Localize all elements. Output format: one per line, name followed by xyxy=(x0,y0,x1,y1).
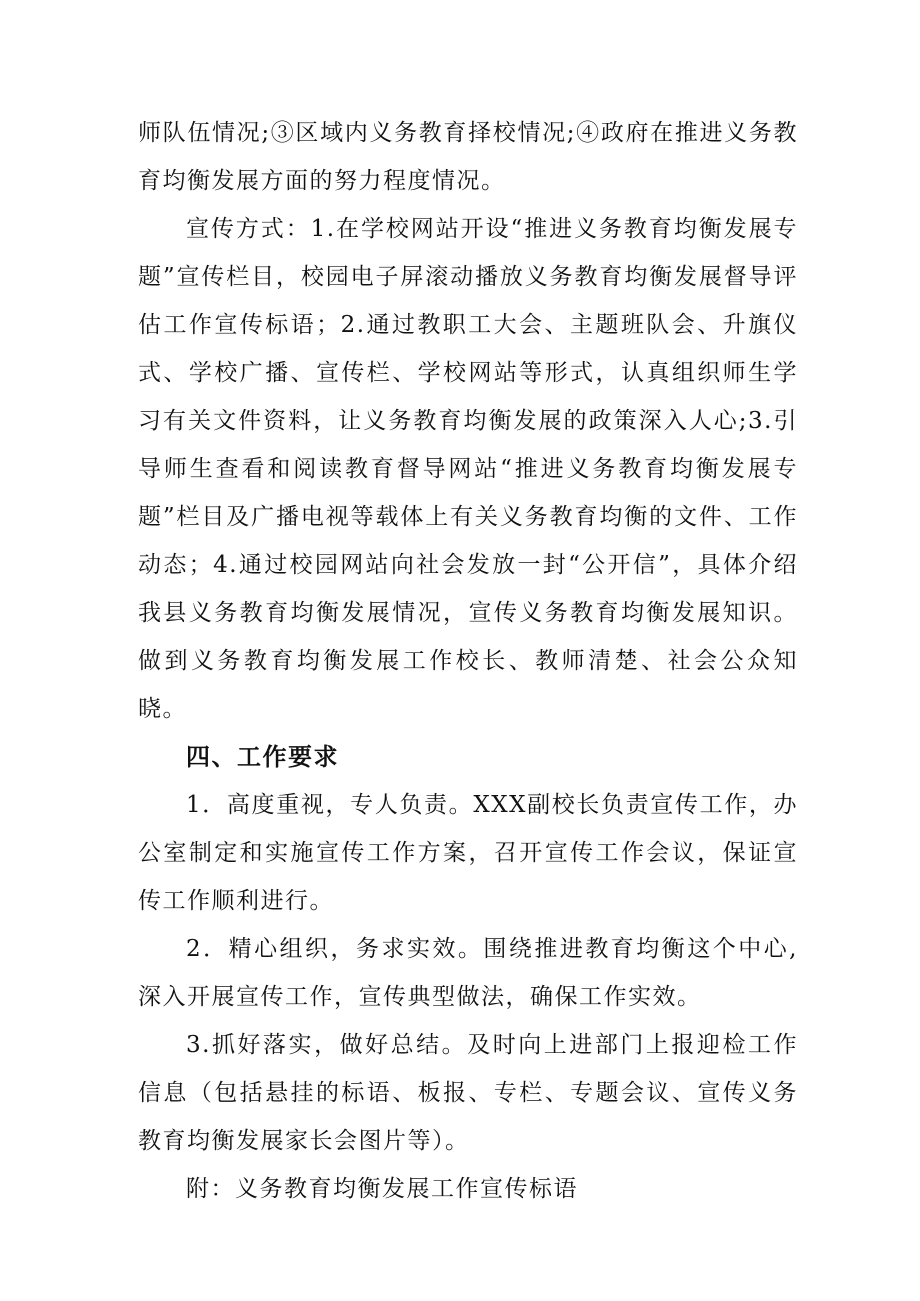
paragraph-publicity-methods: 宣传方式：1.在学校网站开设“推进义务教育均衡发展专题”宣传栏目，校园电子屏滚动播放义务教育均衡发展督导评估工作宣传标语；2.通过教职工大会、主题班队会、升旗仪式、学校广播、宣传栏、学校网站等形式，认真组织师生学习有关文件资料，让义务教育均衡发展的政策深入人心;3.引导师生查看和阅读教育督导网站“推进义务教育均衡发展专题”栏目及广播电视等载体上有关义务教育均衡的文件、工作动态；4.通过校园网站向社会发放一封“公开信”，具体介绍我县义务教育均衡发展情况，宣传义务教育均衡发展知识。做到义务教育均衡发展工作校长、教师清楚、社会公众知晓。 xyxy=(138,216,798,722)
document-body xyxy=(138,109,798,1213)
attachment-note: 附：义务教育均衡发展工作宣传标语 xyxy=(186,1176,578,1202)
requirement-item-3: 3.抓好落实，做好总结。及时向上进部门上报迎检工作信息（包括悬挂的标语、板报、专栏、专题会议、宣传义务教育均衡发展家长会图片等）。 xyxy=(138,1032,798,1154)
requirement-item-2: 2．精心组织，务求实效。围绕推进教育均衡这个中心,深入开展宣传工作，宣传典型做法，确保工作实效。 xyxy=(138,936,798,1010)
requirement-item-1: 1．高度重视，专人负责。XXX副校长负责宣传工作，办公室制定和实施宣传工作方案，召开宣传工作会议，保证宣传工作顺利进行。 xyxy=(138,792,798,914)
paragraph-continuation: 师队伍情况;③区域内义务教育择校情况;④政府在推进义务教育均衡发展方面的努力程度情况。 xyxy=(138,120,798,194)
section-heading: 四、工作要求 xyxy=(186,743,339,771)
